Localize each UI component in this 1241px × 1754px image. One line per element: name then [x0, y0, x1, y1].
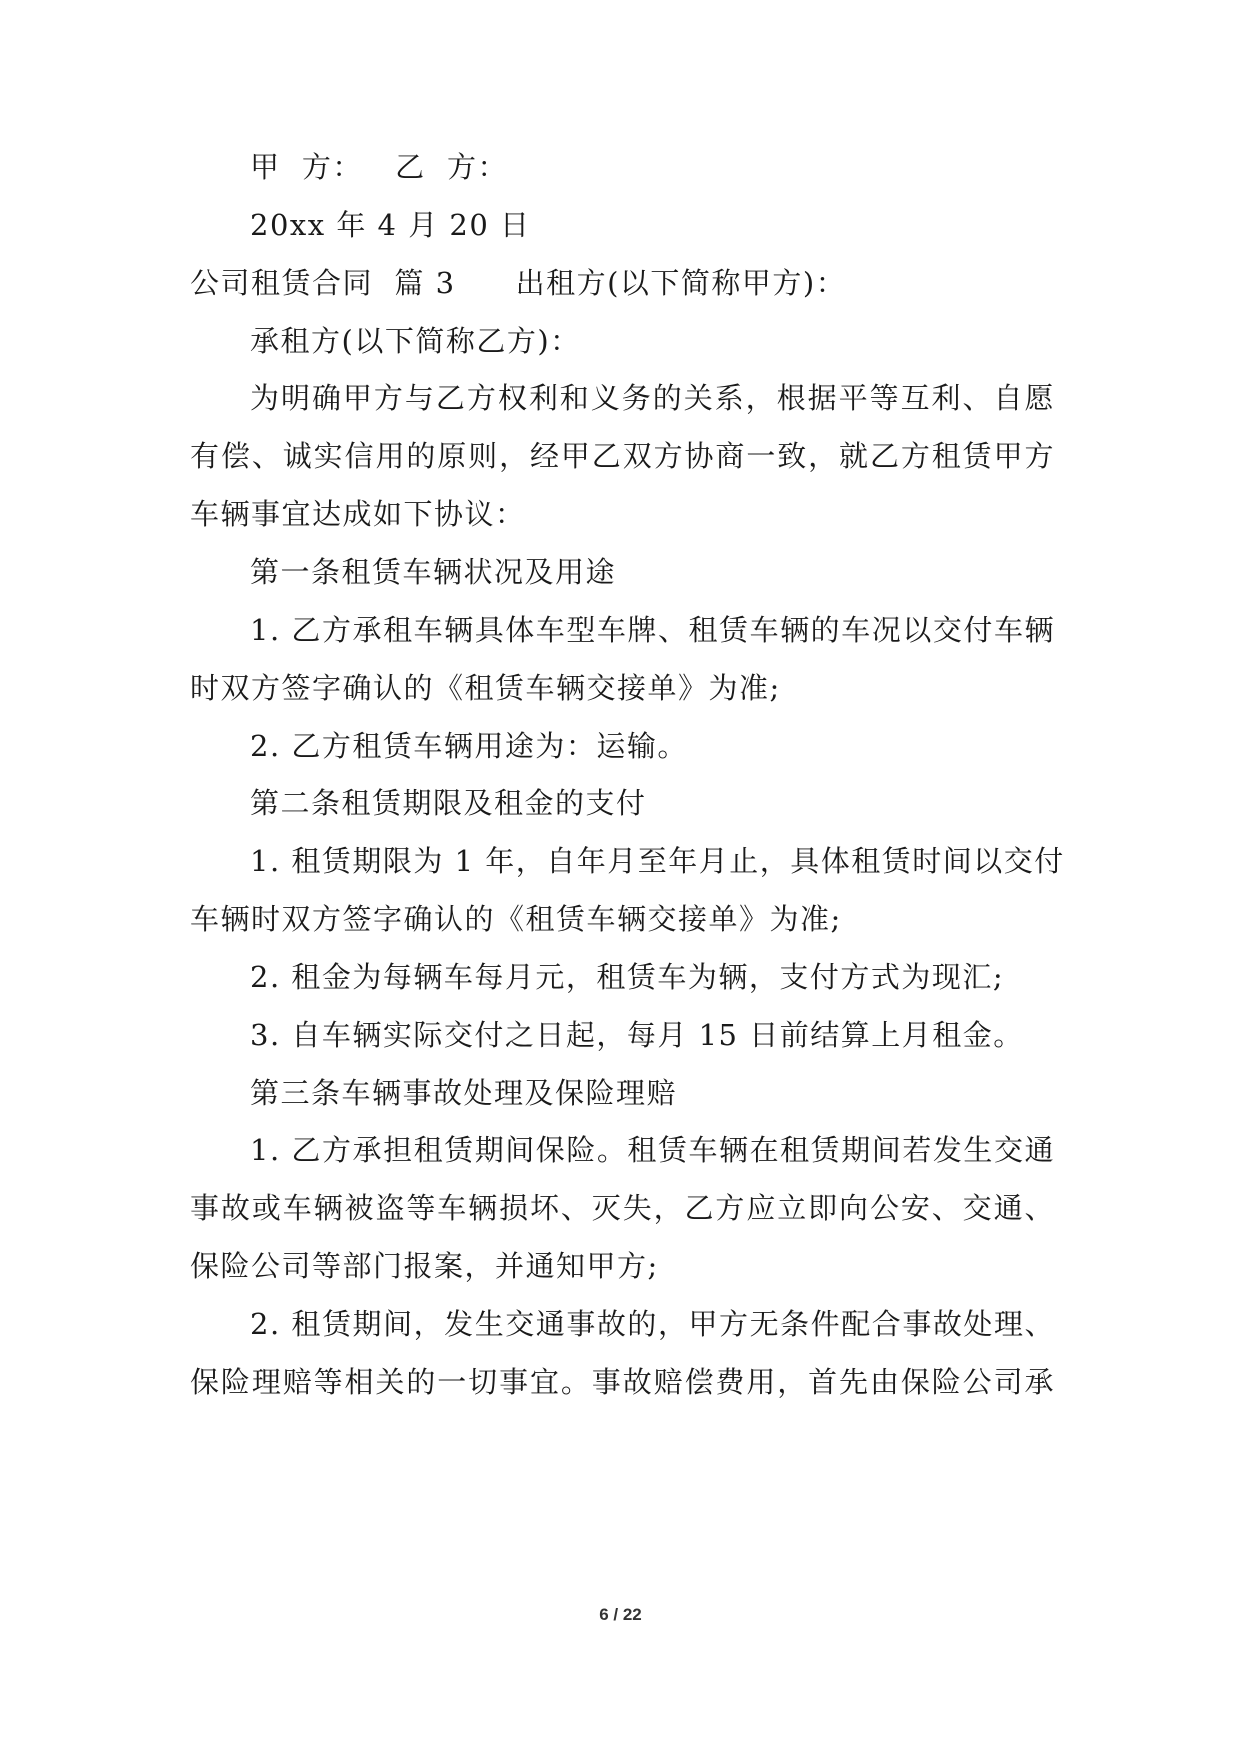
paragraph-line: 事故或车辆被盗等车辆损坏、灭失，乙方应立即向公安、交通、	[190, 1191, 1055, 1225]
section-heading-line	[190, 263, 846, 303]
paragraph-line: 2. 租赁期间，发生交通事故的，甲方无条件配合事故处理、	[250, 1307, 1055, 1341]
lessee-label: 承租方(以下简称乙方)：	[250, 324, 581, 358]
paragraph-line: 保险公司等部门报案，并通知甲方;	[190, 1249, 659, 1283]
paragraph-line: 1. 乙方承担租赁期间保险。租赁车辆在租赁期间若发生交通	[250, 1133, 1055, 1167]
article-heading: 第二条租赁期限及租金的支付	[250, 786, 647, 820]
paragraph-line: 1. 租赁期限为 1 年，自年月至年月止，具体租赁时间以交付	[250, 844, 1065, 878]
paragraph-line: 时双方签字确认的《租赁车辆交接单》为准;	[190, 671, 781, 705]
date-line: 20xx 年 4 月 20 日	[250, 208, 531, 242]
signature-parties-line: 甲 方： 乙 方：	[250, 150, 509, 184]
paragraph-line: 车辆事宜达成如下协议：	[190, 497, 526, 531]
paragraph-line: 有偿、诚实信用的原则，经甲乙双方协商一致，就乙方租赁甲方	[190, 439, 1055, 473]
paragraph-line: 2. 乙方租赁车辆用途为：运输。	[250, 729, 688, 763]
paragraph-line: 保险理赔等相关的一切事宜。事故赔偿费用，首先由保险公司承	[190, 1365, 1055, 1399]
paragraph-line: 1. 乙方承租车辆具体车型车牌、租赁车辆的车况以交付车辆	[250, 613, 1055, 647]
paragraph-line: 2. 租金为每辆车每月元，租赁车为辆，支付方式为现汇;	[250, 960, 1005, 994]
article-heading: 第一条租赁车辆状况及用途	[250, 555, 617, 589]
page-number: 6 / 22	[599, 1605, 642, 1624]
paragraph-line: 车辆时双方签字确认的《租赁车辆交接单》为准;	[190, 902, 842, 936]
article-heading: 第三条车辆事故处理及保险理赔	[250, 1076, 678, 1110]
lessor-label: 出租方(以下简称甲方)：	[515, 266, 847, 300]
paragraph-line: 为明确甲方与乙方权利和义务的关系，根据平等互利、自愿	[250, 381, 1055, 415]
section-heading: 公司租赁合同 篇 3	[190, 266, 456, 300]
paragraph-line: 3. 自车辆实际交付之日起，每月 15 日前结算上月租金。	[250, 1018, 1024, 1052]
